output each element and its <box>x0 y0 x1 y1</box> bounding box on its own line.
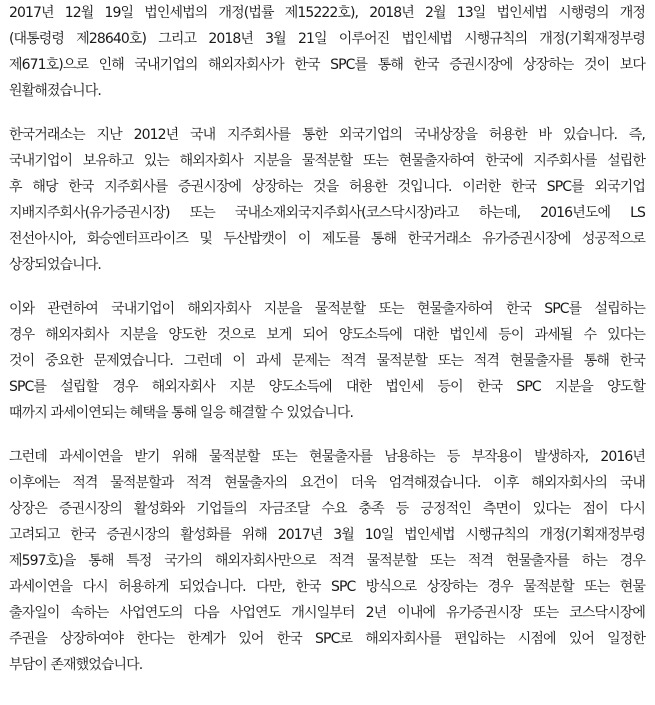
text-line: 상장되었습니다. <box>9 257 101 273</box>
paragraph-4 <box>9 444 645 678</box>
paragraph-gap <box>9 426 645 444</box>
text-line: 주권을 상장하여야 한다는 한계가 있어 한국 SPC로 해외자회사를 편입하는 시점에 있어 일정한 <box>9 631 645 647</box>
text-line: 것이 중요한 문제였습니다. 그런데 이 과세 문제는 적격 물적분할 또는 적격 현물출자를 통해 한국 <box>9 353 645 369</box>
text-line: (대통령령 제28640호) 그리고 2018년 3월 21일 이루어진 법인세법 시행규칙의 개정(기획재정부령 <box>9 31 645 47</box>
text-line: 상장은 증권시장의 활성화와 기업들의 자금조달 수요 충족 등 긍정적인 측면이 있다는 점이 다시 <box>9 501 645 517</box>
paragraph-2 <box>9 122 645 278</box>
paragraph-gap <box>9 104 645 122</box>
text-line: 한국거래소는 지난 2012년 국내 지주회사를 통한 외국기업의 국내상장을 허용한 바 있습니다. 즉, <box>9 127 645 143</box>
text-line: 지배지주회사(유가증권시장) 또는 국내소재외국지주회사(코스닥시장)라고 하는데, 2016년도에 LS <box>9 205 645 221</box>
text-line: 국내기업이 보유하고 있는 해외자회사 지분을 물적분할 또는 현물출자하여 한국에 지주회사를 설립한 <box>9 153 645 169</box>
text-line: 이와 관련하여 국내기업이 해외자회사 지분을 물적분할 또는 현물출자하여 한국 SPC를 설립하는 <box>9 301 645 317</box>
text-line: 그런데 과세이연을 받기 위해 물적분할 또는 현물출자를 남용하는 등 부작용이 발생하자, 2016년 <box>9 449 645 465</box>
text-line: 후 해당 한국 지주회사를 증권시장에 상장하는 것을 허용한 것입니다. 이러한 한국 SPC를 외국기업 <box>9 179 645 195</box>
text-line: 이후에는 적격 물적분할과 적격 현물출자의 요건이 더욱 엄격해졌습니다. 이후 해외자회사의 국내 <box>9 475 645 491</box>
paragraph-3 <box>9 296 645 426</box>
text-line: 제671호)으로 인해 국내기업의 해외자회사가 한국 SPC를 통해 한국 증권시장에 상장하는 것이 보다 <box>9 57 645 73</box>
text-line: 경우 해외자회사 지분을 양도한 것으로 보게 되어 양도소득에 대한 법인세 등이 과세될 수 있다는 <box>9 327 645 343</box>
text-line: 원활해졌습니다. <box>9 83 101 99</box>
document-body <box>9 0 645 678</box>
text-line: 고려되고 한국 증권시장의 활성화를 위해 2017년 3월 10일 법인세법 시행규칙의 개정(기획재정부령 <box>9 527 645 543</box>
text-line: 전선아시아, 화승엔터프라이즈 및 두산밥캣이 이 제도를 통해 한국거래소 유가증권시장에 성공적으로 <box>9 231 645 247</box>
text-line: 제597호)을 통해 특정 국가의 해외자회사만으로 적격 물적분할 또는 적격 현물출자를 하는 경우 <box>9 553 645 569</box>
paragraph-gap <box>9 278 645 296</box>
text-line: 부담이 존재했었습니다. <box>9 657 143 673</box>
text-line: SPC를 설립할 경우 해외자회사 지분 양도소득에 대한 법인세 등이 한국 SPC 지분을 양도할 <box>9 379 645 395</box>
text-line: 때까지 과세이연되는 혜택을 통해 일응 해결할 수 있었습니다. <box>9 405 354 421</box>
text-line: 2017년 12월 19일 법인세법의 개정(법률 제15222호), 2018년 2월 13일 법인세법 시행령의 개정 <box>9 5 645 21</box>
paragraph-1 <box>9 0 645 104</box>
text-line: 출자일이 속하는 사업연도의 다음 사업연도 개시일부터 2년 이내에 유가증권시장 또는 코스닥시장에 <box>9 605 645 621</box>
text-line: 과세이연을 다시 허용하게 되었습니다. 다만, 한국 SPC 방식으로 상장하는 경우 물적분할 또는 현물 <box>9 579 645 595</box>
